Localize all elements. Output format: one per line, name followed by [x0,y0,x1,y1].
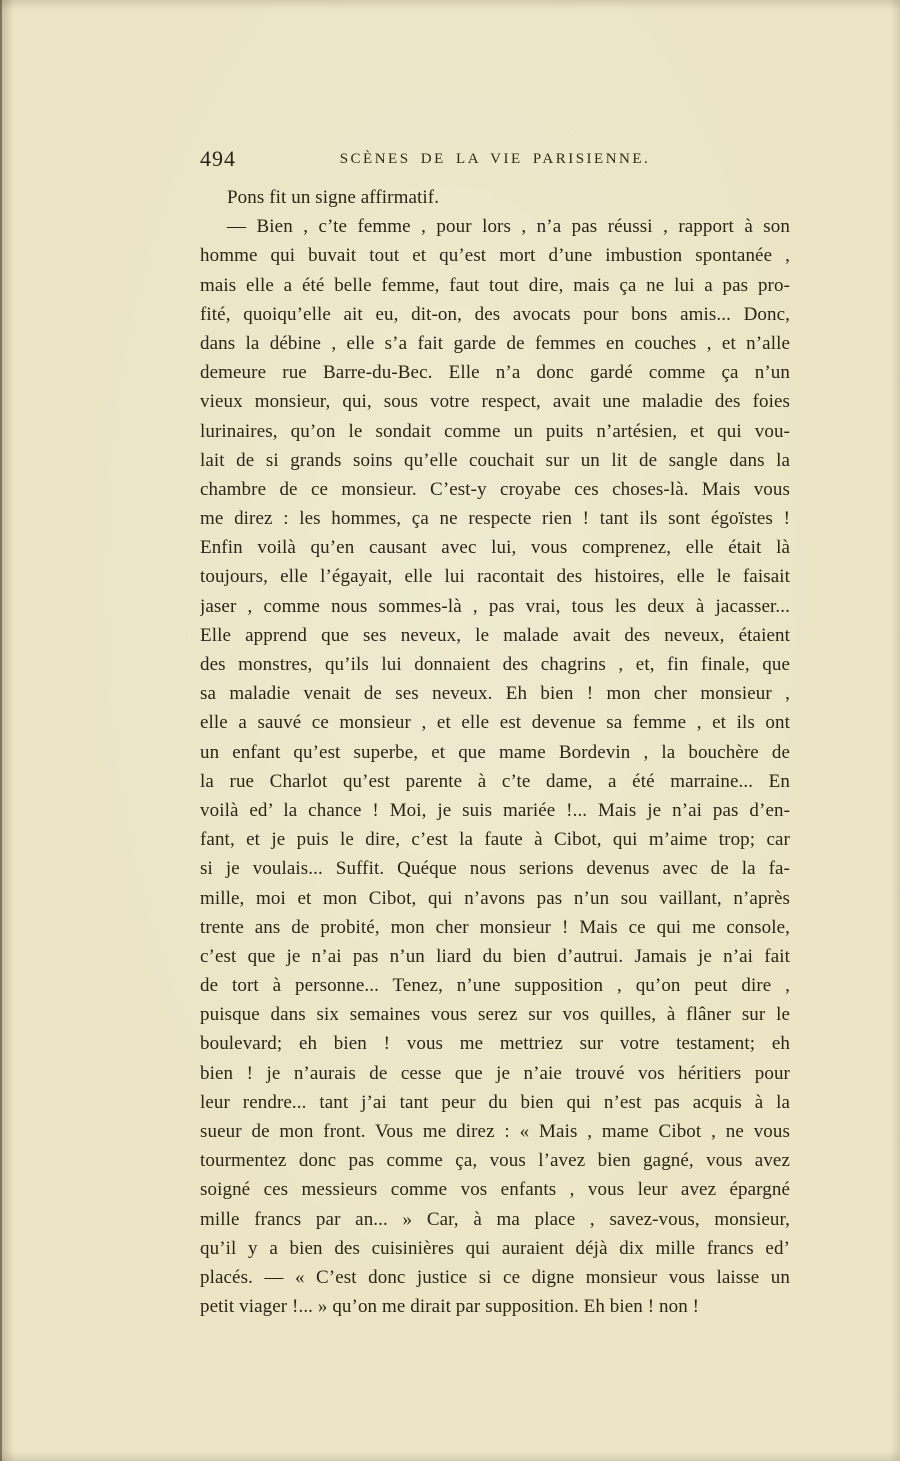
text-line: des monstres, qu’ils lui donnaient des chagrins , et, fin finale, que [200,654,790,675]
text-line: dans la débine , elle s’a fait garde de femmes en couches , et n’alle [200,332,790,354]
text-line: la rue Charlot qu’est parente à c’te dame, a été marraine... En [200,770,790,792]
text-line: leur rendre... tant j’ai tant peur du bien qui n’est pas acquis à la [200,1091,790,1113]
text-line: placés. — « C’est donc justice si ce digne monsieur vous laisse un [200,1266,790,1288]
text-line: petit viager !... » qu’on me dirait par supposition. Eh bien ! non ! [200,1296,700,1318]
text-line: si je voulais... Suffit. Quéque nous serions devenus avec de la fa- [200,858,790,880]
text-line: c’est que je n’ai pas n’un liard du bien d’autrui. Jamais je n’ai fait [200,945,790,967]
page-number: 494 [200,146,236,171]
text-line: jaser , comme nous sommes-là , pas vrai, tous les deux à jacasser... [200,595,790,617]
text-line: chambre de ce monsieur. C’est-y croyabe ces choses-là. Mais vous [200,478,790,500]
running-title: SCÈNES DE LA VIE PARISIENNE. [339,151,651,167]
text-line: qu’il y a bien des cuisinières qui auraient déjà dix mille francs ed’ [200,1237,790,1259]
text-line: lurinaires, qu’on le sondait comme un puits n’artésien, et qui vou- [200,420,790,442]
text-line: voilà ed’ la chance ! Moi, je suis mariée !... Mais je n’ai pas d’en- [200,799,790,821]
text-line: mille francs par an... » Car, à ma place , savez-vous, monsieur, [200,1208,790,1230]
text-line: sueur de mon front. Vous me direz : « Mais , mame Cibot , ne vous [200,1121,790,1142]
text-line: lait de si grands soins qu’elle couchait sur un lit de sangle dans la [200,449,790,471]
text-line: Elle apprend que ses neveux, le malade avait des neveux, étaient [200,624,790,646]
text-line: fant, et je puis le dire, c’est la faute à Cibot, qui m’aime trop; car [200,829,790,851]
text-line: me direz : les hommes, ça ne respecte rien ! tant ils sont égoïstes ! [200,508,790,530]
text-line: sa maladie venait de ses neveux. Eh bien ! mon cher monsieur , [200,683,790,705]
text-line: tourmentez donc pas comme ça, vous l’avez bien gagné, vous avez [200,1150,790,1172]
text-line: elle a sauvé ce monsieur , et elle est devenue sa femme , et ils ont [200,712,790,734]
text-line: demeure rue Barre-du-Bec. Elle n’a donc gardé comme ça n’un [200,362,790,384]
text-line: homme qui buvait tout et qu’est mort d’une imbustion spontanée , [200,245,790,267]
text-line: Enfin voilà qu’en causant avec lui, vous comprenez, elle était là [200,537,790,559]
text-line: Pons fit un signe affirmatif. [227,187,440,208]
text-body [200,183,790,1321]
text-line: trente ans de probité, mon cher monsieur ! Mais ce qui me console, [200,916,790,938]
text-line: boulevard; eh bien ! vous me mettriez sur votre testament; eh [200,1033,790,1055]
text-line: mais elle a été belle femme, faut tout dire, mais ça ne lui a pas pro- [200,274,790,296]
text-line: un enfant qu’est superbe, et que mame Bordevin , la bouchère de [200,741,790,763]
text-line: — Bien , c’te femme , pour lors , n’a pas réussi , rapport à son [227,216,790,238]
text-line: puisque dans six semaines vous serez sur vos quilles, à flâner sur le [200,1004,790,1026]
text-line: mille, moi et mon Cibot, qui n’avons pas n’un sou vaillant, n’après [200,887,790,909]
text-line: vieux monsieur, qui, sous votre respect, avait une maladie des foies [200,391,790,413]
page-header [200,146,790,176]
text-line: soigné ces messieurs comme vos enfants , vous leur avez épargné [200,1179,790,1201]
text-line: bien ! je n’aurais de cesse que je n’aie trouvé vos héritiers pour [200,1062,790,1084]
text-line: de tort à personne... Tenez, n’une supposition , qu’on peut dire , [200,975,790,997]
text-line: toujours, elle l’égayait, elle lui racontait des histoires, elle le faisait [200,566,790,588]
text-line: fité, quoiqu’elle ait eu, dit-on, des avocats pour bons amis... Donc, [200,303,790,325]
